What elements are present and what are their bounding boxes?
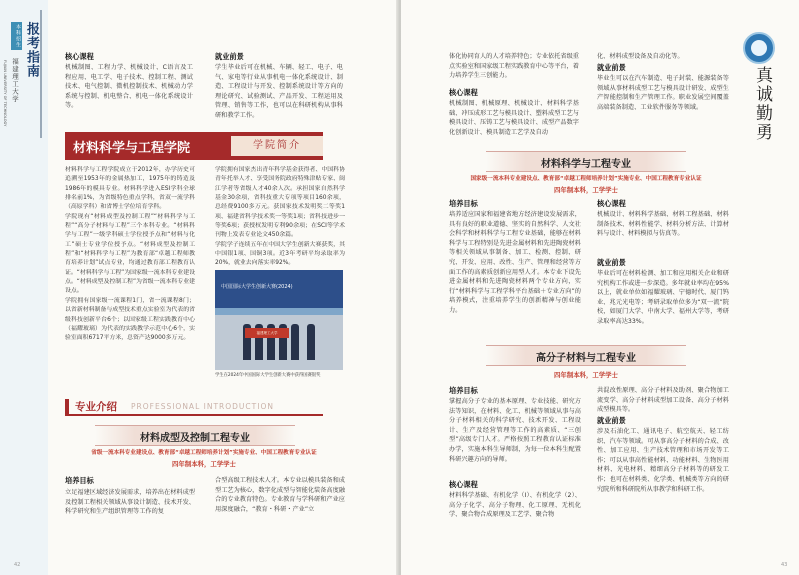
competition-photo: [215, 270, 343, 370]
photo-person: [291, 324, 299, 360]
major-title: 材料科学与工程专业: [541, 159, 631, 170]
sidebar: [0, 0, 48, 575]
professional-intro-title: 专业介绍: [65, 399, 117, 414]
page-number: 43: [781, 562, 788, 568]
major-title: 材料成型及控制工程专业: [140, 433, 250, 444]
major-degree: 四年制本科，工学学士: [554, 186, 618, 194]
core-course-text: 机械设计、材料科学基础、材料工程基础、材料制备技术、材料性能学、材料分析方法、计算材料与设计、材料模拟与仿真等。: [597, 211, 729, 238]
sidebar-school-english: FUJIAN UNIVERSITY OF TECHNOLOGY: [3, 60, 7, 127]
employment-text: 学生毕业后可在机械、车辆、轻工、电子、电气、家电等行业从事机电一体化系统设计、制造、工程设计与开发、控制系统设计等方向的理论研究、试验测试、产品开发、工程运用及管理、销售等工作，也可以在科研机构从事科研和教学工作。: [215, 64, 343, 119]
employment-heading: 就业前景: [597, 63, 626, 72]
core-course-heading: 核心课程: [449, 480, 478, 489]
core-course-continued: 共混改性原理、高分子材料及助剂、聚合物加工流变学、高分子材料成型加工设备、高分子材料成型模具等。: [597, 387, 729, 414]
photo-banner: 福建理工大学: [245, 328, 289, 338]
college-intro-tag: 学院简介: [231, 136, 323, 156]
major-tags: 省级一流本科专业建设点、教育部“卓越工程师培养计划”实施专业、中国工程教育专业认证: [91, 450, 317, 456]
sidebar-title: 报考指南: [24, 22, 39, 78]
core-course-heading: 核心课程: [449, 88, 478, 97]
employment-text: 毕业生可以在汽车制造、电子封装、能源装备等领域从事材料成型工艺与模具设计研发、成型生产智能控制和生产管理工作。职业发展空间覆盖高端装备制造、工业软件服务等领域。: [597, 75, 729, 111]
college-banner: [65, 132, 323, 160]
employment-text: 涉及石油化工、通讯电子、航空航天、轻工纺织、汽车等领域。可从事高分子材料的合成、改性、加工应用、生产技术管理和市场开发等工作；可以从事高性能材料、功能材料、生物医用材料、光电材料、精细高分子材料等的研发工作；也可在材料类、化学类、机械类等方向的研究院所和科研院所从事教学和科研工作。: [597, 428, 729, 493]
professional-intro-english: PROFESSIONAL INTRODUCTION: [131, 402, 274, 411]
sidebar-school-name: 福建理工大学: [11, 58, 19, 103]
employment-text: 毕业后可在材料检测、加工和应用相关企业和研究机构工作或进一步深造。多年就业率均在95%以上，就业单位如福耀玻璃、宁德时代、厦门钨业、兆元光电等；考研录取单位多为“双一流”院校，如厦门大学、中南大学、福州大学等，考研录取率高达33%。: [597, 270, 729, 325]
employment-heading: 就业前景: [215, 52, 244, 61]
training-goal-heading: 培养目标: [65, 476, 94, 485]
college-title: 材料科学与工程学院: [73, 141, 191, 156]
major-title-box: [486, 345, 686, 366]
major-degree: 四年制本科，工学学士: [554, 371, 618, 379]
major-tags: 国家级一流本科专业建设点、教育部“卓越工程师培养计划”实施专业、中国工程教育专业认证: [470, 176, 702, 182]
photo-caption: 学生在2024年中国国际大学生创新大赛中获得国赛银奖: [215, 373, 321, 378]
left-page: [0, 0, 399, 575]
core-course-text: 材料科学基础、有机化学（I）、有机化学（2）、高分子化学、高分子物理、化工原理、无机化学、聚合物合成原理及工艺学、聚合物: [449, 492, 581, 519]
page-number: 42: [14, 562, 21, 568]
university-motto: 真诚勤勇: [752, 66, 772, 142]
training-goal-text: 掌握高分子专业的基本原理、专业技能、研究方法等知识，在材料、化工、机械等领域从事与高分子材料相关的科学研究、技术开发、工程设计、生产及经营管理等工作的高素质、“三创型”高级专门人才。严格按照工程教育认证标准办学，实施本科生导师制，为每一位本科生配置科研兴趣方向的导师。: [449, 398, 581, 463]
employment-heading: 就业前景: [597, 258, 626, 267]
major-title: 高分子材料与工程专业: [536, 353, 636, 364]
core-course-text: 机械制图、工程力学、机械设计、C语言及工程应用、电工学、电子技术、控制工程、测试技术、电气控制、微机控制技术、机械动力学系统与控制、机电整合、机电一体化系统设计等。: [65, 64, 193, 110]
training-goal-heading: 培养目标: [449, 199, 478, 208]
employment-heading: 就业前景: [597, 416, 626, 425]
photo-stage-text: 中国国际大学生创新大赛(2024): [221, 284, 293, 290]
core-course-heading: 核心课程: [65, 52, 94, 61]
major-degree: 四年制本科，工学学士: [172, 460, 236, 468]
core-course-text: 机械制图、机械原理、机械设计、材料科学基础、冲压成形工艺与模具设计、塑料成型工艺与模具设计、压铸工艺与模具设计、成型产品数字化创新设计、模具制造工艺学及自动: [449, 100, 579, 136]
photo-person: [307, 324, 315, 360]
university-logo: [743, 32, 775, 64]
major-title-box: [95, 425, 295, 446]
college-intro-col2: 学院拥有国家杰出青年科学基金获得者、中国科协青年托举人才、享受国务院政府特殊津贴专家、闽江学者等省级人才40余人次。承担国家自然科学基金30余项，省科技重大专项等项目160余项，总经费9100多万元。获国家技术发明奖二等奖1项、福建省科学技术奖一等奖1项；省科技进步一等奖6项；获授权发明专利90余项；在SCI等学术刊物上发表专业论文450余篇。 学院学子连续五年在中国大学生创新大赛获奖，其中国银1项、国铜3项。近3年考研平均录取率为20%，就业去向落实率92%。: [215, 167, 345, 267]
professional-intro-bar: [65, 398, 323, 416]
right-page: [401, 0, 799, 575]
training-goal-col1: 立足福建区域经济发展需求，培养出在材料成型及控制工程相关领域从事设计制造、技术开发、科学研究和生产组织管理等工作的复: [65, 489, 195, 516]
sidebar-tag: 本科招生: [11, 22, 22, 50]
major1-continued-text: 体化协同育人的人才培养特色；专业依托省级重点实验室和国家级工程实践教育中心等平台，着力培养学生三创能力。: [449, 53, 579, 80]
training-goal-col2: 合型高级工程技术人才。本专业以模具装备和成型工艺为核心，数字化成型与智能化装备高度融合的专业教育特色。专业教育与学科研和产业应用深度融合，“教育・科研・产业”立: [215, 477, 345, 513]
college-intro-col1: 材料科学与工程学院成立于2012年，办学历史可追溯至1953年的金属热加工，1975年的铸造及1986年的模具专业。材料科学进入ESI学科全球排名前1%，为省级特色重点学科，省双一流学科（高原学科）和省博士学位培育学科。 学院现有“材料成型及控制工程”“材料科学与工程”“高分子材料与工程”三个本科专业。“材料科学与工程”一级学科硕士学位授予点和“材料与化工”硕士专业学位授予点。“材料成型及控制工程”和“材料科学与工程”为教育部“卓越工程师教育培养计划”试点专业，均通过教育部工程教育认证。“材料科学与工程”为国家级一流本科专业建设点。“材料成型及控制工程”为省级一流本科专业建设点。 学院拥有国家级一流课程1门，省一流课程8门；以省新材料制备与成型技术重点实验室为代表的省级科技创新平台6个；以国家级工程实践教育中心（福耀玻璃）为代表的实践教学示范中心6个，实验室面积6717平方米，总资产达9000多万元。: [65, 167, 195, 342]
training-goal-heading: 培养目标: [449, 386, 478, 395]
core-course-heading: 核心课程: [597, 199, 626, 208]
major-title-box: [486, 151, 686, 172]
core-course-continued: 化、材料成型设备及自动化等。: [597, 53, 684, 60]
training-goal-text: 培养适应国家和福建省地方经济建设发展需求，具有良好的职业道德、坚实的自然科学、人文社会科学和材料科学与工程专业基础，能够在材料科学与工程特别是先进金属材料和先进陶瓷材料等相关领域从事制备、加工、检测、控制、研究、开发、应用、改性、生产、管理和经营等方面工作的高素质创新应用型人才。本专业下设先进金属材料和先进陶瓷材料两个专业方向，实行“材料科学与工程学科平台基础＋专业方向”的培养模式，注重培养学生的创新精神与创业能力。: [449, 211, 581, 314]
